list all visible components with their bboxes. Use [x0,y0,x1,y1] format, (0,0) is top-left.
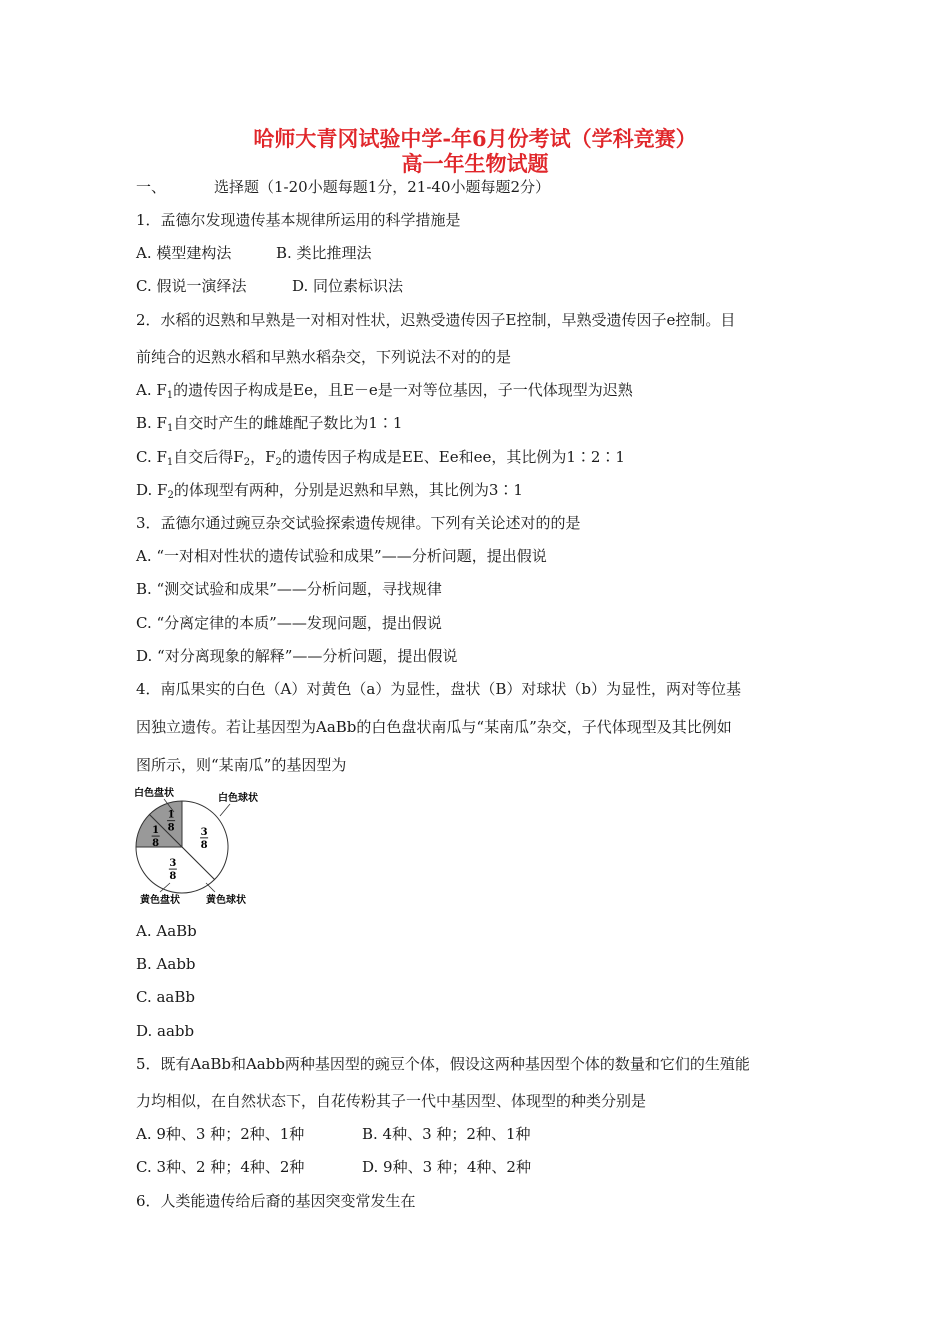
q2-c-mid1: 自交后得F [173,448,244,466]
section-heading [136,177,550,197]
q1-option-b: B. 类比推理法 [276,244,372,262]
pie-slice-numerator-2: 1 [152,825,160,837]
pie-slice-denominator-3: 8 [167,822,175,834]
q1-options-cd [136,276,403,296]
q3-option-a: A. “一对相对性状的遗传试验和成果”——分析问题，提出假说 [136,547,547,565]
q5-stem-line1: 5．既有AaBb和Aabb两种基因型的豌豆个体，假设这两种基因型个体的数量和它们的生殖能 [136,1055,750,1073]
pie-slice-numerator-0: 3 [200,826,208,838]
exam-title: 哈师大青冈试验中学-年6月份考试（学科竞赛） [253,126,697,151]
q2-stem-line2: 前纯合的迟熟水稻和早熟水稻杂交，下列说法不对的的是 [136,348,512,366]
q2-c-mid2: ，F [250,448,276,466]
pie-slice-numerator-3: 1 [167,809,175,821]
q4-option-a: A. AaBb [136,922,197,940]
q4-stem-line2: 因独立遗传。若让基因型为AaBb的白色盘状南瓜与“某南瓜”杂交，子代体现型及其比例如 [136,718,732,736]
q1-option-d: D. 同位素标识法 [292,277,404,295]
q2-b-pre: B. F [136,414,167,432]
q2-option-c [136,447,625,467]
q5-option-c: C. 3种、2 种；4种、2种 [136,1158,305,1176]
pie-slice-denominator-0: 8 [200,839,208,851]
q2-option-d [136,480,523,500]
q3-option-c: C. “分离定律的本质”——发现问题，提出假说 [136,614,442,632]
section-number: 一、 [136,178,167,196]
q1-stem: 1．孟德尔发现遗传基本规律所运用的科学措施是 [136,211,461,229]
q5-options-cd [136,1157,531,1177]
pie-category-label-3: 黄色盘状 [140,895,180,906]
q3-option-b: B. “测交试验和成果”——分析问题，寻找规律 [136,580,442,598]
pie-slices [136,801,228,893]
q3-option-d: D. “对分离现象的解释”——分析问题，提出假说 [136,647,458,665]
q2-c-sub3: 2 [275,457,282,468]
q1-option-c: C. 假说一演绎法 [136,277,247,295]
q2-a-pre: A. F [136,381,167,399]
q2-option-a [136,380,633,400]
q2-d-pre: D. F [136,481,168,499]
exam-subtitle: 高一年生物试题 [401,151,549,176]
q1-options-ab [136,243,372,263]
pie-leader-line-1 [220,804,230,816]
q5-stem-line2: 力均相似，在自然状态下，自花传粉其子一代中基因型、体现型的种类分别是 [136,1092,647,1110]
q4-option-c: C. aaBb [136,988,195,1006]
pie-category-label-0: 白色盘状 [134,788,174,799]
q2-b-post: 自交时产生的雌雄配子数比为1∶1 [173,414,403,432]
q2-a-post: 的遗传因子构成是Ee，且E－e是一对等位基因，子一代体现型为迟熟 [173,381,633,399]
q4-option-d: D. aabb [136,1022,195,1040]
pie-category-label-1: 白色球状 [218,793,258,804]
q5-option-b: B. 4种、3 种；2种、1种 [362,1125,531,1143]
pie-leader-line-2 [206,883,215,892]
phenotype-pie-chart [130,782,280,910]
q2-c-post: 的遗传因子构成是EE、Ee和ee，其比例为1∶2∶1 [281,448,625,466]
q5-options-ab [136,1124,531,1144]
q5-option-d: D. 9种、3 种；4种、2种 [362,1158,531,1176]
q2-b-sub: 1 [166,423,174,434]
q2-option-b [136,413,402,433]
q2-c-pre: C. F [136,448,167,466]
section-text: 选择题（1-20小题每题1分，21-40小题每题2分） [214,178,551,196]
q2-c-sub2: 2 [243,457,251,468]
pie-slice-numerator-1: 3 [169,858,177,870]
q4-option-b: B. Aabb [136,955,196,973]
pie-slice-denominator-1: 8 [169,871,177,883]
q4-stem-line3: 图所示，则“某南瓜”的基因型为 [136,756,347,774]
q2-d-sub: 2 [167,490,174,501]
q4-stem-line1: 4．南瓜果实的白色（A）对黄色（a）为显性，盘状（B）对球状（b）为显性，两对等位基 [136,680,741,698]
q2-a-sub: 1 [166,390,174,401]
q1-option-a: A. 模型建构法 [136,244,232,262]
q2-d-post: 的体现型有两种，分别是迟熟和早熟，其比例为3∶1 [173,481,523,499]
q6-stem: 6．人类能遗传给后裔的基因突变常发生在 [136,1192,416,1210]
q2-stem-line1: 2．水稻的迟熟和早熟是一对相对性状，迟熟受遗传因子E控制，早熟受遗传因子e控制。目 [136,311,736,329]
pie-slice-denominator-2: 8 [152,838,160,850]
q3-stem: 3．孟德尔通过豌豆杂交试验探索遗传规律。下列有关论述对的的是 [136,514,581,532]
q5-option-a: A. 9种、3 种；2种、1种 [136,1125,305,1143]
pie-category-label-2: 黄色球状 [206,895,246,906]
q2-c-sub: 1 [166,457,174,468]
